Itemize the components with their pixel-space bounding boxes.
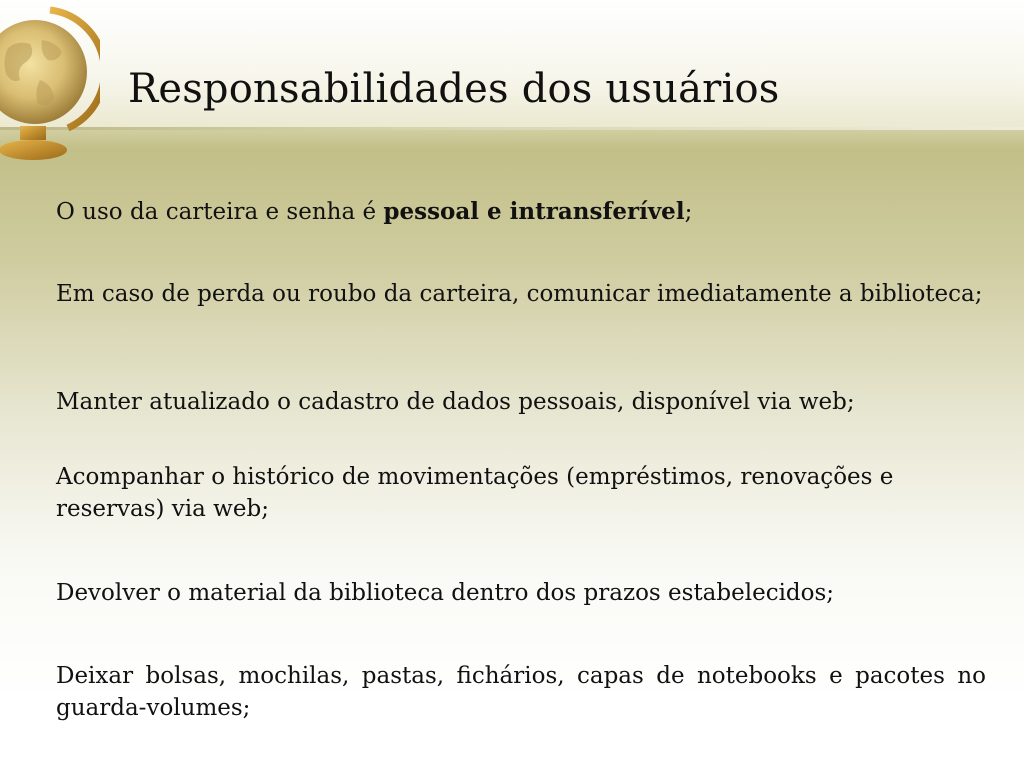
bullet-item-1-suffix: ; [684, 199, 693, 225]
bullet-item-3: Manter atualizado o cadastro de dados pessoais, disponível via web; [56, 389, 855, 415]
bullet-item-6: Deixar bolsas, mochilas, pastas, fichários, capas de notebooks e pacotes no guarda-volumes; [56, 663, 986, 721]
bullet-item-2: Em caso de perda ou roubo da carteira, comunicar imediatamente a biblioteca; [56, 281, 983, 307]
title-divider [0, 127, 1024, 130]
bullet-item-5: Devolver o material da biblioteca dentro dos prazos estabelecidos; [56, 580, 835, 606]
bullet-item-4: Acompanhar o histórico de movimentações (empréstimos, renovações e reservas) via web; [56, 464, 894, 522]
bullet-item-1 [56, 196, 986, 228]
bullet-item-1-text: O uso da carteira e senha é [56, 199, 384, 225]
globe-icon [0, 0, 100, 170]
slide-title: Responsabilidades dos usuários [128, 66, 780, 112]
bullet-item-1-bold: pessoal e intransferível [383, 198, 685, 225]
